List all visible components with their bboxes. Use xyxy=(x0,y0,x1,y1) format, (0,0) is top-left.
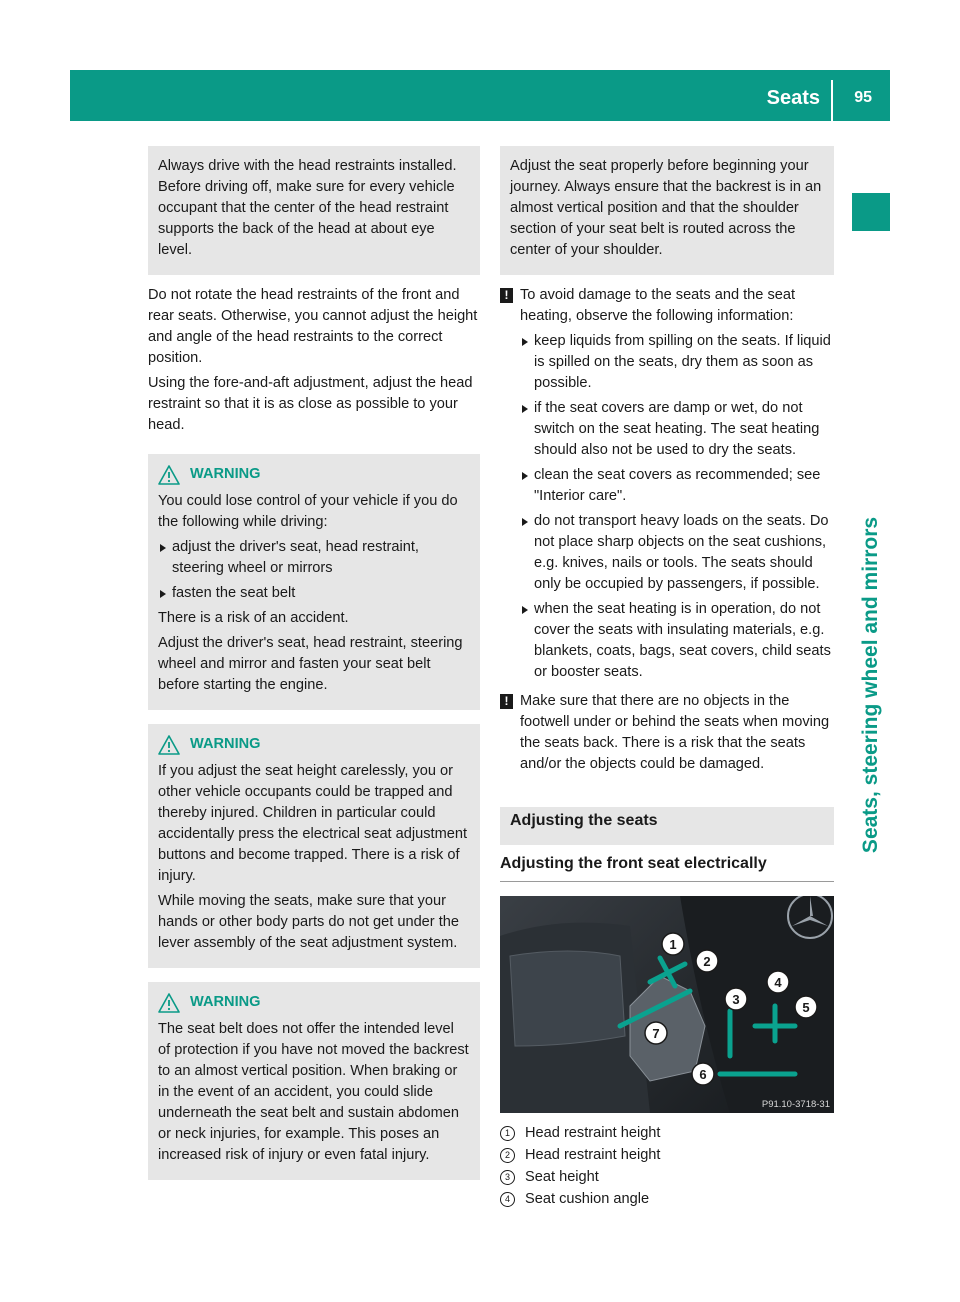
legend-number: 2 xyxy=(500,1148,515,1163)
warning-triangle-icon xyxy=(158,993,180,1013)
legend-item xyxy=(500,1123,834,1144)
exclamation-icon: ! xyxy=(500,288,513,303)
callout-1: 1 xyxy=(669,937,677,952)
legend-label: Seat height xyxy=(525,1169,599,1185)
warning-intro: You could lose control of your vehicle if you do the following while driving: xyxy=(158,493,458,530)
warning-bullet-list xyxy=(158,537,470,604)
seat-controls-figure xyxy=(500,896,834,1113)
exclamation-icon: ! xyxy=(500,694,513,709)
subsection-heading: Adjusting the front seat electrically xyxy=(500,853,834,882)
seat-controls-illustration xyxy=(500,896,834,1113)
legend-label: Head restraint height xyxy=(525,1125,661,1141)
warning-box-2 xyxy=(148,724,480,968)
warning-triangle-icon xyxy=(158,735,180,755)
legend-item xyxy=(500,1145,834,1166)
note-footwell xyxy=(500,691,834,775)
callout-4: 4 xyxy=(774,975,782,990)
legend-item xyxy=(500,1167,834,1188)
legend-number: 1 xyxy=(500,1126,515,1141)
list-item: if the seat covers are damp or wet, do not switch on the seat heating. The seat heating should also not be used to dry the seats. xyxy=(520,398,834,461)
section-heading: Adjusting the seats xyxy=(500,807,834,845)
callout-7: 7 xyxy=(652,1026,660,1041)
legend-label: Seat cushion angle xyxy=(525,1191,650,1207)
legend-number: 4 xyxy=(500,1192,515,1207)
warning-paragraph: Adjust the driver's seat, head restraint, steering wheel and mirror and fasten your seat belt before starting the engine. xyxy=(158,635,463,693)
note-seat-heating xyxy=(500,285,834,683)
warning-paragraph: If you adjust the seat height carelessly, you or other vehicle occupants could be trapped and thereby injured. Children in particular could accidentally press the electrical seat adjustment buttons and become trapped. There is a risk of injury. xyxy=(158,763,468,884)
list-item: adjust the driver's seat, head restraint, steering wheel or mirrors xyxy=(158,537,470,579)
page-number: 95 xyxy=(854,89,872,106)
callout-5: 5 xyxy=(802,1000,810,1015)
chapter-tab xyxy=(852,193,890,231)
list-item: fasten the seat belt xyxy=(158,583,470,604)
warning-triangle-icon xyxy=(158,465,180,485)
callout-6: 6 xyxy=(699,1067,707,1082)
section-title: Seats xyxy=(766,87,820,109)
warning-box-1 xyxy=(148,454,480,710)
warning-paragraph: The seat belt does not offer the intended level of protection if you have not moved the backrest to an almost vertical position. When braking or in the event of an accident, you could slide underneath the seat belt and sustain abdomen or neck injuries, for example. This poses an increased risk of injury or even fatal injury. xyxy=(158,1021,469,1163)
figure-legend xyxy=(500,1123,834,1210)
figure-code: P91.10-3718-31 xyxy=(761,1099,830,1110)
warning-title: WARNING xyxy=(158,464,470,485)
chapter-label: Seats, steering wheel and mirrors xyxy=(859,516,882,854)
list-item: keep liquids from spilling on the seats. If liquid is spilled on the seats, dry them as soon as possible. xyxy=(520,331,834,394)
right-column xyxy=(500,146,834,1211)
note-intro: To avoid damage to the seats and the seat heating, observe the following information: xyxy=(520,287,796,324)
warning-title: WARNING xyxy=(158,734,470,755)
header-divider xyxy=(831,80,833,121)
note-intro: Make sure that there are no objects in the footwell under or behind the seats when moving the seats back. There is a risk that the seats and/or the objects could be damaged. xyxy=(520,693,830,772)
callout-2: 2 xyxy=(703,954,711,969)
warning-paragraph: While moving the seats, make sure that your hands or other body parts do not get under the lever assembly of the seat adjustment system. xyxy=(158,893,460,951)
header-bar xyxy=(70,70,890,121)
left-column xyxy=(148,146,480,1190)
list-item: do not transport heavy loads on the seats. Do not place sharp objects on the seat cushions, e.g. knives, nails or tools. The seats should only be occupied by passengers, if possible. xyxy=(520,511,834,595)
legend-label: Head restraint height xyxy=(525,1147,661,1163)
body-paragraph: Using the fore-and-aft adjustment, adjust the head restraint so that it is as close as possible to your head. xyxy=(148,375,473,433)
note-bullet-list xyxy=(520,331,834,683)
warning-paragraph: There is a risk of an accident. xyxy=(158,610,349,626)
info-box-text: Adjust the seat properly before beginning your journey. Always ensure that the backrest is in an almost vertical position and that the shoulder section of your seat belt is routed across the center of your shoulder. xyxy=(510,158,822,258)
callout-3: 3 xyxy=(732,992,740,1007)
list-item: when the seat heating is in operation, do not cover the seats with insulating materials, e.g. blankets, coats, bags, seat covers, child seats or booster seats. xyxy=(520,599,834,683)
warning-title: WARNING xyxy=(158,992,470,1013)
warning-box-3 xyxy=(148,982,480,1180)
legend-item xyxy=(500,1189,834,1210)
list-item: clean the seat covers as recommended; see "Interior care". xyxy=(520,465,834,507)
legend-number: 3 xyxy=(500,1170,515,1185)
info-box-head-restraints xyxy=(148,146,480,275)
info-box-text: Always drive with the head restraints installed. Before driving off, make sure for every vehicle occupant that the center of the head restraint supports the back of the head at about eye level. xyxy=(158,158,457,258)
body-paragraph: Do not rotate the head restraints of the front and rear seats. Otherwise, you cannot adjust the height and angle of the head restraints to the correct position. xyxy=(148,287,478,366)
info-box-seat-adjustment xyxy=(500,146,834,275)
